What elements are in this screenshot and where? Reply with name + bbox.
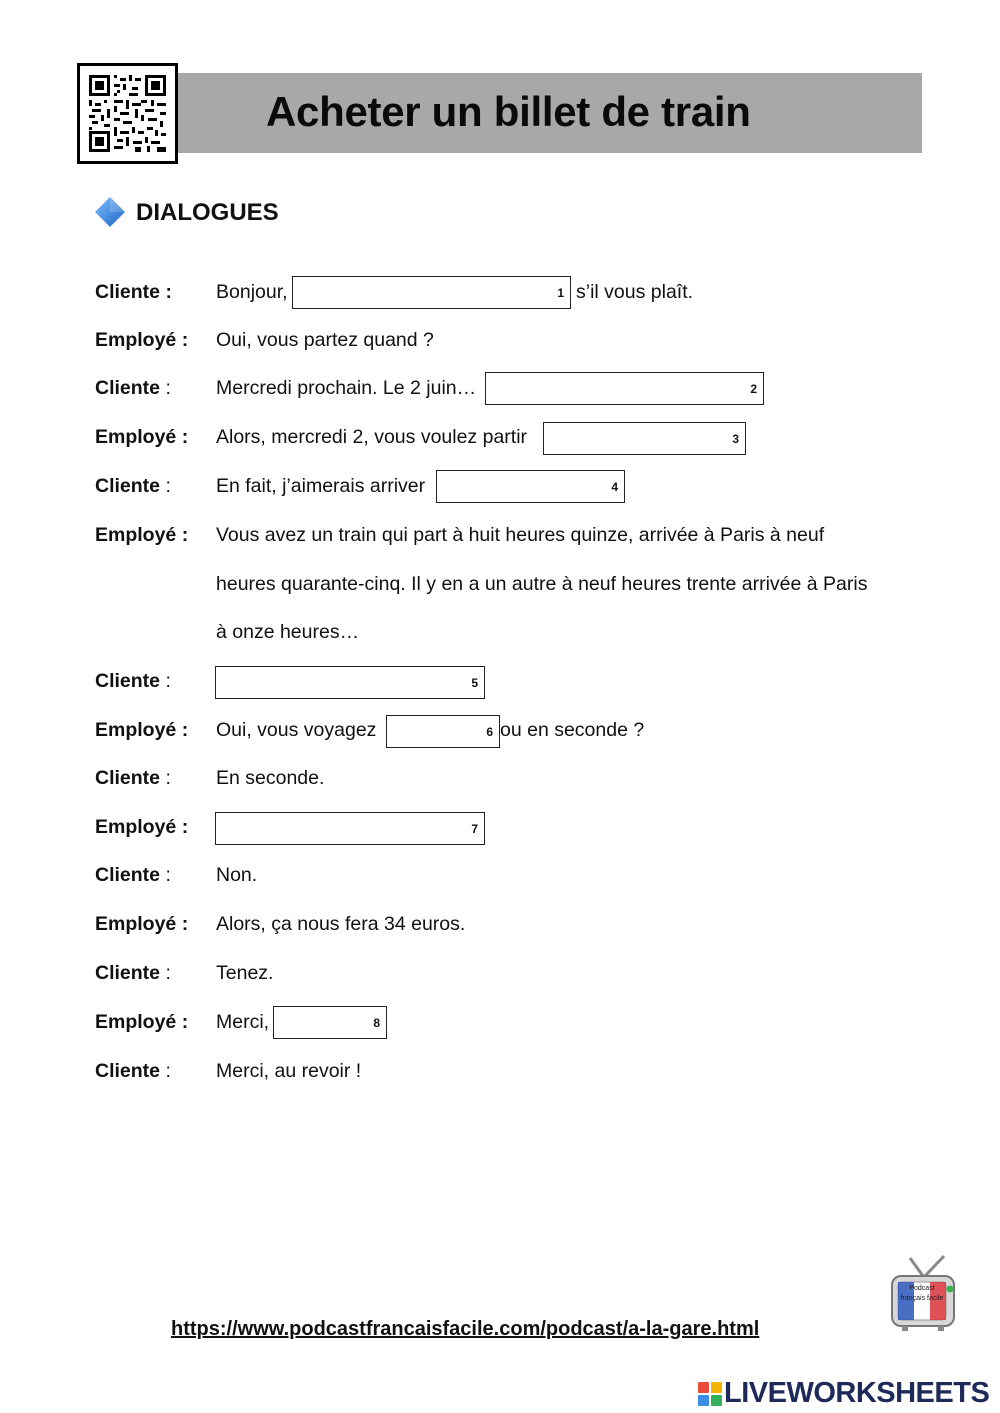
speaker-colon: : xyxy=(181,816,189,838)
dialogue-text: Non. xyxy=(216,864,258,886)
speaker-colon: : xyxy=(165,475,171,497)
dialogue-text: Bonjour, xyxy=(216,281,288,303)
speaker-name: Cliente xyxy=(95,377,161,399)
speaker-colon: : xyxy=(165,670,171,692)
answer-blank-1[interactable] xyxy=(292,276,571,309)
speaker-label xyxy=(95,719,188,742)
speaker-colon: : xyxy=(165,962,171,984)
speaker-label xyxy=(95,767,171,790)
speaker-colon: : xyxy=(165,864,171,886)
dialogue-text: Oui, vous partez quand ? xyxy=(216,329,434,351)
blank-number: 6 xyxy=(486,725,493,739)
speaker-name: Cliente xyxy=(95,962,161,984)
answer-blank-6[interactable] xyxy=(386,715,500,748)
speaker-label xyxy=(95,426,188,449)
speaker-name: Cliente xyxy=(95,475,161,497)
speaker-name: Employé xyxy=(95,329,177,351)
dialogue-text: En seconde. xyxy=(216,767,325,789)
speaker-colon: : xyxy=(165,767,171,789)
speaker-colon: : xyxy=(181,719,189,741)
dialogue-text: Alors, ça nous fera 34 euros. xyxy=(216,913,466,935)
speaker-name: Cliente xyxy=(95,1060,161,1082)
speaker-colon: : xyxy=(181,329,189,351)
speaker-label xyxy=(95,329,188,352)
speaker-name: Employé xyxy=(95,524,177,546)
blank-number: 3 xyxy=(732,432,739,446)
answer-blank-4[interactable] xyxy=(436,470,625,503)
dialogue-text: Alors, mercredi 2, vous voulez partir xyxy=(216,426,528,448)
speaker-label xyxy=(95,1060,171,1083)
blank-number: 4 xyxy=(611,480,618,494)
answer-blank-2[interactable] xyxy=(485,372,764,405)
qr-code-icon xyxy=(77,63,178,164)
speaker-colon: : xyxy=(181,1011,189,1033)
speaker-colon: : xyxy=(165,1060,171,1082)
speaker-name: Employé xyxy=(95,816,177,838)
speaker-name: Cliente xyxy=(95,864,161,886)
dialogue-text: heures quarante-cinq. Il y en a un autre à neuf heures trente arrivée à Paris xyxy=(216,573,868,595)
dialogue-text: ou en seconde ? xyxy=(500,719,645,741)
podcast-link[interactable]: https://www.podcastfrancaisfacile.com/podcast/a-la-gare.html xyxy=(171,1318,760,1340)
dialogue-text: Vous avez un train qui part à huit heures quinze, arrivée à Paris à neuf xyxy=(216,524,825,546)
speaker-colon: : xyxy=(165,377,171,399)
tv-logo-text: Podcast français facile xyxy=(900,1285,944,1302)
podcast-tv-logo xyxy=(888,1254,958,1334)
speaker-colon: : xyxy=(181,913,189,935)
speaker-colon: : xyxy=(181,524,189,546)
speaker-label xyxy=(95,524,188,547)
section-title: DIALOGUES xyxy=(136,199,279,226)
answer-blank-7[interactable] xyxy=(215,812,485,845)
speaker-label xyxy=(95,864,171,887)
blank-number: 7 xyxy=(471,822,478,836)
dialogue-text: Oui, vous voyagez xyxy=(216,719,377,741)
speaker-label xyxy=(95,475,171,498)
speaker-name: Employé xyxy=(95,913,177,935)
dialogue-text: s’il vous plaît. xyxy=(576,281,694,303)
speaker-name: Cliente xyxy=(95,767,161,789)
dialogue-text: Merci, au revoir ! xyxy=(216,1060,362,1082)
blank-number: 8 xyxy=(373,1016,380,1030)
liveworksheets-brand xyxy=(698,1377,989,1410)
speaker-label xyxy=(95,1011,188,1034)
speaker-name: Employé xyxy=(95,719,177,741)
speaker-name: Employé xyxy=(95,426,177,448)
speaker-colon: : xyxy=(181,426,189,448)
dialogue-text: En fait, j’aimerais arriver xyxy=(216,475,426,497)
answer-blank-8[interactable] xyxy=(273,1006,387,1039)
speaker-label xyxy=(95,913,188,936)
speaker-label xyxy=(95,816,188,839)
blank-number: 5 xyxy=(471,676,478,690)
speaker-name: Employé xyxy=(95,1011,177,1033)
blank-number: 2 xyxy=(750,382,757,396)
dialogue-text: Merci, xyxy=(216,1011,270,1033)
dialogue-text: Mercredi prochain. Le 2 juin… xyxy=(216,377,477,399)
page-title: Acheter un billet de train xyxy=(266,88,751,135)
speaker-label xyxy=(95,377,171,400)
speaker-colon: : xyxy=(165,281,172,303)
dialogue-text: à onze heures… xyxy=(216,621,360,643)
speaker-name: Cliente xyxy=(95,670,161,692)
speaker-name: Cliente xyxy=(95,281,161,303)
speaker-label xyxy=(95,962,171,985)
liveworksheets-icon xyxy=(698,1382,722,1406)
speaker-label xyxy=(95,670,171,693)
liveworksheets-text: LIVEWORKSHEETS xyxy=(724,1377,990,1409)
answer-blank-3[interactable] xyxy=(543,422,746,455)
answer-blank-5[interactable] xyxy=(215,666,485,699)
speaker-label xyxy=(95,281,172,304)
blank-number: 1 xyxy=(557,286,564,300)
dialogue-text: Tenez. xyxy=(216,962,274,984)
blue-diamond-icon xyxy=(94,196,126,228)
